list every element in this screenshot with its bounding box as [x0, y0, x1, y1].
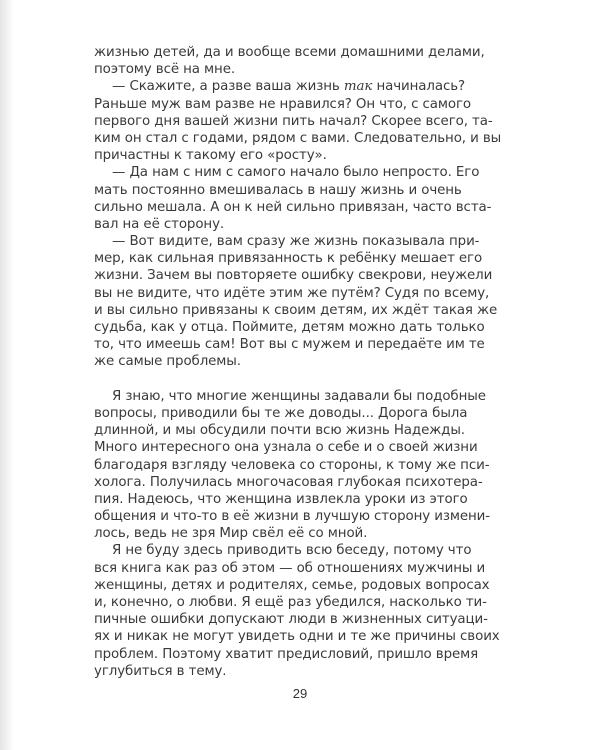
text-line: лось, ведь не зря Мир свёл её со мной. [94, 526, 368, 542]
text-line: первого дня вашей жизни пить начал? Скорее всего, та- [94, 113, 493, 129]
text-line: вал на её сторону. [94, 216, 225, 232]
text-line: Я знаю, что многие женщины задавали бы подобные [112, 388, 486, 404]
text-line: вся книга как раз об этом — об отношениях мужчины и [94, 560, 486, 576]
text-line: Я не буду здесь приводить всю беседу, потому что [112, 543, 472, 559]
paragraph [94, 542, 500, 680]
text-line: мер, как сильная привязанность к ребёнку мешает его [94, 251, 483, 267]
paragraph [94, 78, 502, 164]
text-line: то, что имеешь сам! Вот вы с мужем и передаёте им те [94, 337, 485, 353]
italic-word: так [343, 79, 373, 95]
text-segment: начиналась? [372, 79, 465, 95]
text-line: поэтому всё на мне. [94, 62, 235, 78]
text-line: Много интересного она узнала о себе и о своей жизни [94, 440, 478, 456]
text-line [94, 78, 465, 95]
text-line: — Да нам с ним с самого начало было непросто. Его [112, 165, 480, 181]
page-number: 29 [292, 686, 308, 701]
text-line: углубиться в тему. [94, 663, 227, 679]
text-line: холога. Получилась многочасовая глубокая психотера- [94, 474, 483, 490]
paragraph [94, 388, 490, 543]
page-edge-shadow [0, 0, 14, 750]
text-line: и вы сильно привязаны к своим детям, их ждёт такая же [94, 302, 498, 318]
text-line: пия. Надеюсь, что женщина извлекла уроки из этого [94, 491, 468, 507]
text-line: женщины, детях и родителях, семье, родовых вопросах [94, 577, 490, 593]
text-line: — Вот видите, вам сразу же жизнь показывала при- [112, 234, 480, 250]
page-body-text [94, 44, 502, 680]
text-line: проблем. Поэтому хватит предисловий, пришло время [94, 646, 479, 662]
text-line: общения и что-то в её жизни в лучшую сторону измени- [94, 509, 490, 525]
text-line: мать постоянно вмешивалась в нашу жизнь и очень [94, 182, 462, 198]
text-line: судьба, как у отца. Поймите, детям можно дать только [94, 320, 485, 335]
paragraph [94, 233, 498, 371]
text-line: длинной, и мы обсудили почти всю жизнь Надежды. [94, 423, 465, 439]
text-line: и, конечно, о любви. Я ещё раз убедился, насколько ти- [94, 595, 487, 610]
text-line: причастны к такому его «росту». [94, 148, 327, 164]
text-line: вопросы, приводили бы те же доводы... Дорога была [94, 405, 468, 421]
text-line: Раньше муж вам разве не нравился? Он что, с самого [94, 96, 472, 112]
text-line: вы не видите, что идёте этим же путём? Судя по всему, [94, 285, 490, 301]
text-line: ким он стал с годами, рядом с вами. Следовательно, и вы [94, 130, 502, 146]
paragraph [94, 44, 485, 78]
text-line: пичные ошибки допускают люди в жизненных ситуаци- [94, 612, 488, 628]
text-line: же самые проблемы. [94, 354, 241, 370]
text-line: сильно мешала. А он к ней сильно привязан, часто вста- [94, 199, 492, 215]
text-segment: — Скажите, а разве ваша жизнь [112, 79, 344, 95]
paragraph-gap [94, 371, 456, 388]
text-line: ях и никак не могут увидеть одни и те же причины своих [94, 629, 500, 645]
text-line: жизнью детей, да и вообще всеми домашними делами, [94, 45, 485, 60]
paragraph [94, 164, 492, 233]
text-line: жизни. Зачем вы повторяете ошибку свекрови, неужели [94, 268, 493, 284]
text-line: благодаря взгляду человека со стороны, к тому же пси- [94, 457, 490, 473]
